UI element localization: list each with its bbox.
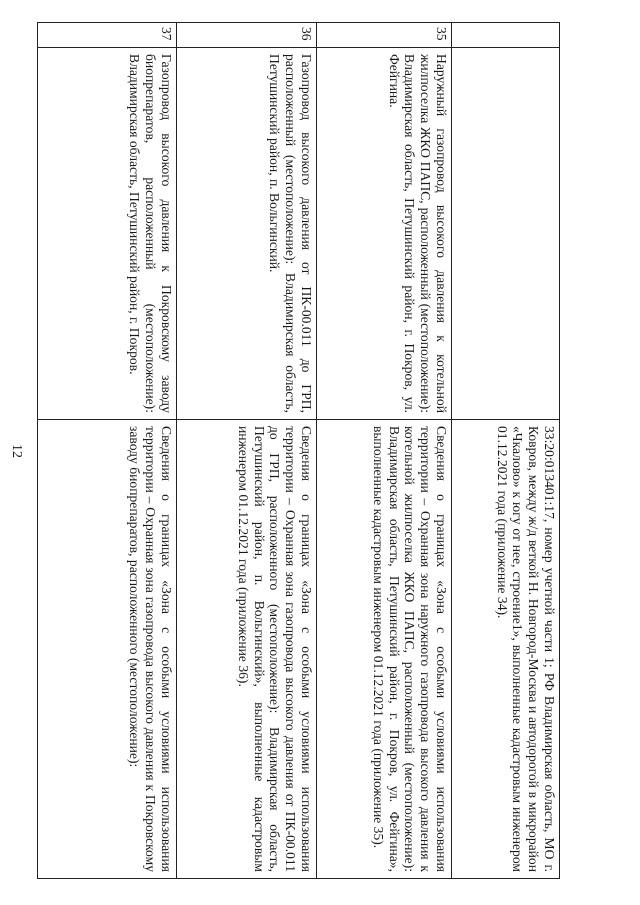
- table-row: [38, 23, 177, 879]
- objects-table: [37, 22, 560, 879]
- object-description-cell: Газопровод высокого давления от ПК-00.011 до ГРП, расположенный (местоположение): Владимирская область, Петушинский район, п. Вольгинский.: [177, 48, 317, 420]
- boundary-info-cell: Сведения о границах «Зона с особыми условиями использования территории – Охранная зона газопровода высокого давления к Покровскому заводу биопрепаратов, расположенного (местоположение):: [38, 420, 177, 879]
- table-row: [317, 23, 452, 879]
- boundary-info-cell: 33:20:013401:17, номер учетной части 1; РФ Владимирская область, МО г. Ковров, между ж/д веткой Н. Новгород-Москва и автодорогой в микрорайон «Чкалово» к югу от нее, строение1», выполненные кадастровым инженером 01.12.2021 года (приложение 34).: [452, 420, 560, 879]
- row-number-cell: [452, 23, 560, 48]
- object-description-cell: Газопровод высокого давления к Покровскому заводу биопрепаратов, расположенный (местоположение): Владимирская область, Петушинский район, г. Покров.: [38, 48, 177, 420]
- row-number-cell: 36: [177, 23, 317, 48]
- row-number-cell: 37: [38, 23, 177, 48]
- object-description-cell: [452, 48, 560, 420]
- rotated-page-content: [38, 22, 560, 878]
- boundary-info-cell: Сведения о границах «Зона с особыми условиями использования территории – Охранная зона наружного газопровода высокого давления к котельной жилпоселка ЖКО ПАПС, расположенный (местоположение): Владимирская область, Петушинский район, г. Покров, ул. Фейгина», выполненные кадастровым инженером 01.12.2021 года (приложение 35).: [317, 420, 452, 879]
- object-description-cell: Наружный газопровод высокого давления к котельной жилпоселка ЖКО ПАПС, расположенный (местоположение): Владимирская область, Петушинский район, г. Покров, ул. Фейгина.: [317, 48, 452, 420]
- row-number-cell: 35: [317, 23, 452, 48]
- table-row: [452, 23, 560, 879]
- page-number: 12: [9, 444, 24, 458]
- boundary-info-cell: Сведения о границах «Зона с особыми условиями использования территории – Охранная зона газопровода высокого давления от ПК-00.011 до ГРП, расположенного (местоположение): Владимирская область, Петушинский район, п. Вольгинский», выполненные кадастровым инженером 01.12.2021 года (приложение 36).: [177, 420, 317, 879]
- table-row: [177, 23, 317, 879]
